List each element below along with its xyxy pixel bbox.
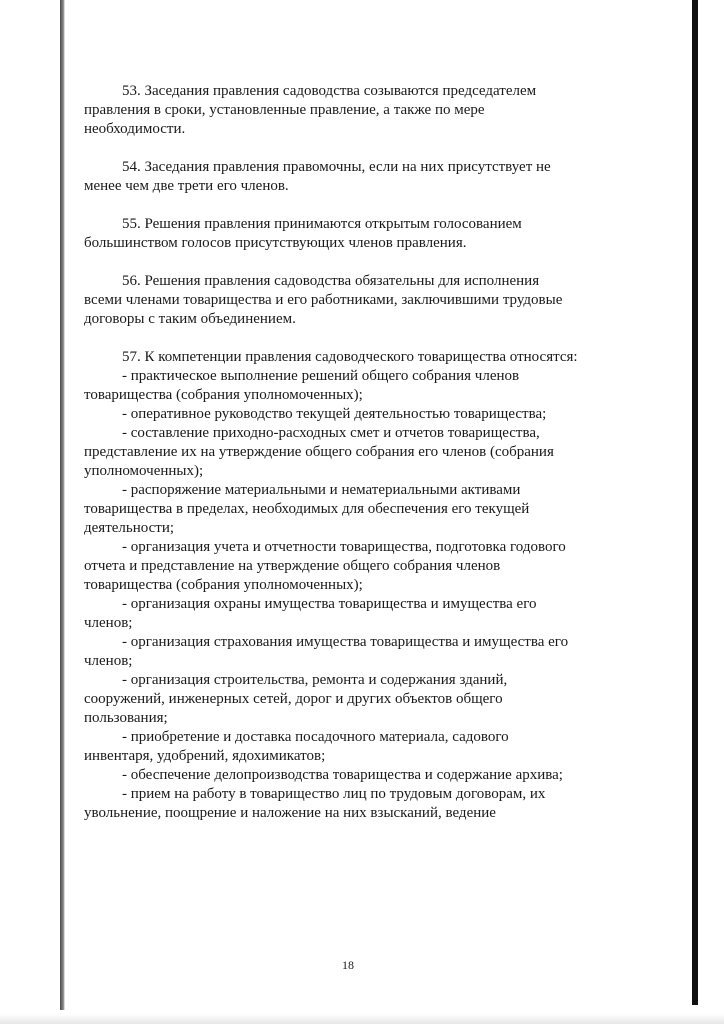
list-item: - приобретение и доставка посадочного материала, садового инвентаря, удобрений, ядохимикатов; bbox=[84, 729, 509, 764]
scan-edge-right bbox=[692, 0, 698, 1005]
scan-edge-left bbox=[60, 0, 65, 1010]
paragraph-57: 57. К компетенции правления садоводческого товарищества относятся: bbox=[122, 349, 578, 365]
list-item: - распоряжение материальными и нематериальными активами товарищества в пределах, необходимых для обеспечения его текущей деятельности; bbox=[84, 482, 530, 536]
document-body bbox=[84, 82, 580, 823]
paragraph-55: 55. Решения правления принимаются открытым голосованием большинством голосов присутствующих членов правления. bbox=[84, 216, 522, 251]
paragraph-56: 56. Решения правления садоводства обязательны для исполнения всеми членами товарищества и его работниками, заключившими трудовые договоры с таким объединением. bbox=[84, 273, 563, 327]
list-item: - организация страхования имущества товарищества и имущества его членов; bbox=[84, 634, 569, 669]
list-item: - организация охраны имущества товарищества и имущества его членов; bbox=[84, 596, 537, 631]
list-item: - организация учета и отчетности товарищества, подготовка годового отчета и представление на утверждение общего собрания членов товарищества (собрания уполномоченных); bbox=[84, 539, 566, 593]
list-item: - организация строительства, ремонта и содержания зданий, сооружений, инженерных сетей, дорог и других объектов общего пользования; bbox=[84, 672, 508, 726]
page-number: 18 bbox=[342, 958, 354, 972]
list-item: - составление приходно-расходных смет и отчетов товарищества, представление их на утверждение общего собрания его членов (собрания уполномоченных); bbox=[84, 425, 554, 479]
paragraph-53: 53. Заседания правления садоводства созываются председателем правления в сроки, установленные правление, а также по мере необходимости. bbox=[84, 83, 537, 137]
list-item: - практическое выполнение решений общего собрания членов товарищества (собрания уполномоченных); bbox=[84, 368, 520, 403]
scan-bottom-shadow bbox=[0, 1014, 724, 1024]
list-item: - оперативное руководство текущей деятельностью товарищества; bbox=[122, 406, 547, 422]
list-item: - обеспечение делопроизводства товарищества и содержание архива; bbox=[122, 767, 563, 783]
list-item: - прием на работу в товарищество лиц по трудовым договорам, их увольнение, поощрение и наложение на них взысканий, ведение bbox=[84, 786, 546, 821]
competence-list bbox=[84, 367, 580, 823]
paragraph-54: 54. Заседания правления правомочны, если на них присутствует не менее чем две трети его членов. bbox=[84, 159, 551, 194]
